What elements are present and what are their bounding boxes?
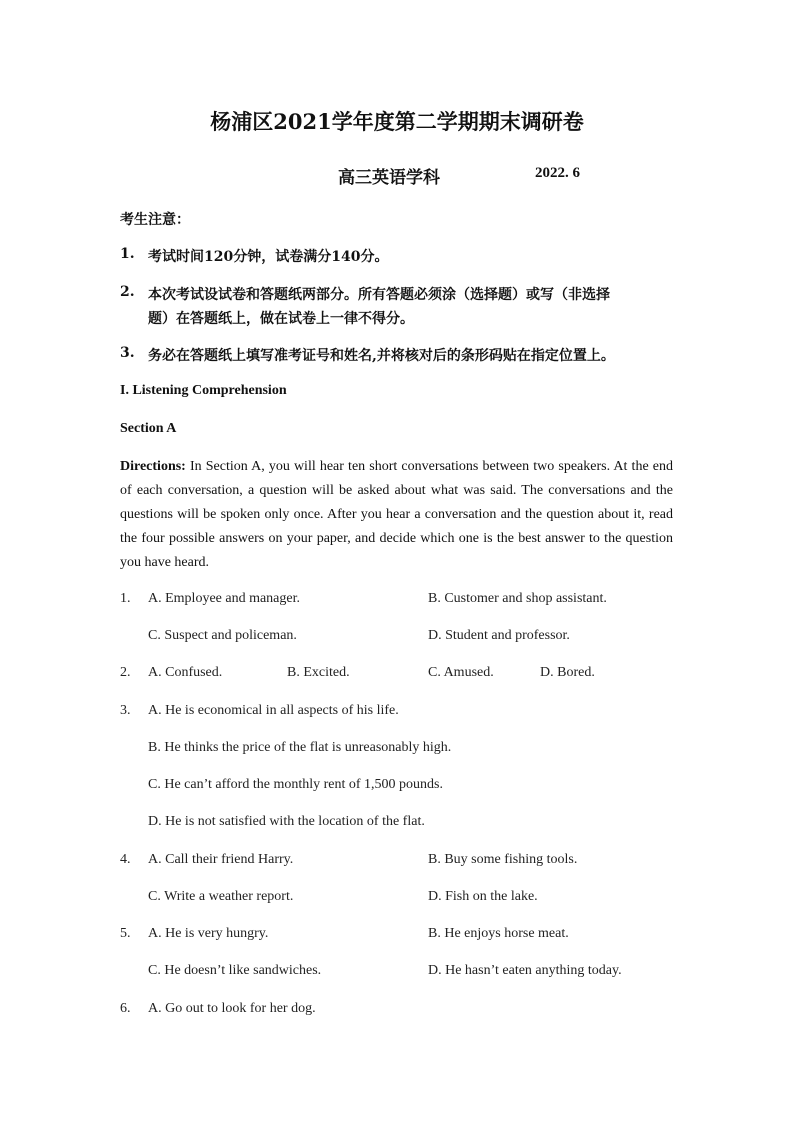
question-number: 2.: [120, 665, 131, 680]
question-number: 1.: [120, 591, 131, 606]
option-a: A. Go out to look for her dog.: [148, 1001, 316, 1016]
question-number: 4.: [120, 852, 131, 867]
option-c: C. Write a weather report.: [148, 889, 294, 904]
directions-text: In Section A, you will hear ten short conversations between two speakers. At the end of each conversation, a question will be asked about what was said. The conversations and the questions will be spoken only once. After you hear a conversation and the question about it, read the four possible answers on your paper, and decide which one is the best answer to the question you have heard.: [120, 459, 673, 570]
option-a: A. Confused.: [148, 665, 223, 680]
option-b: B. Customer and shop assistant.: [428, 591, 607, 606]
exam-date: 2022. 6: [535, 165, 580, 181]
option-d: D. Fish on the lake.: [428, 889, 538, 904]
directions-label: Directions:: [120, 459, 186, 474]
subject-label: 高三英语学科: [338, 168, 440, 188]
option-b: B. Buy some fishing tools.: [428, 852, 578, 867]
option-b: B. He thinks the price of the flat is unreasonably high.: [148, 740, 452, 755]
option-a: A. Call their friend Harry.: [148, 852, 294, 867]
part-heading: I. Listening Comprehension: [120, 383, 287, 398]
option-a: A. He is economical in all aspects of his life.: [148, 703, 399, 718]
notice-heading: 考生注意：: [120, 212, 190, 228]
option-c: C. Suspect and policeman.: [148, 628, 297, 643]
option-c: C. He doesn’t like sandwiches.: [148, 963, 322, 978]
option-c: C. He can’t afford the monthly rent of 1,500 pounds.: [148, 777, 443, 792]
option-d: D. He is not satisfied with the location of the flat.: [148, 814, 425, 829]
option-a: A. He is very hungry.: [148, 926, 269, 941]
option-b: B. Excited.: [287, 665, 350, 680]
section-heading: Section A: [120, 421, 177, 436]
question-number: 6.: [120, 1001, 131, 1016]
option-d: D. He hasn’t eaten anything today.: [428, 963, 622, 978]
option-c: C. Amused.: [428, 665, 494, 680]
notice-text: 务必在答题纸上填写准考证号和姓名,并将核对后的条形码贴在指定位置上。: [148, 348, 615, 364]
option-b: B. He enjoys horse meat.: [428, 926, 569, 941]
notice-text: 考试时间120分钟，试卷满分140分。: [148, 249, 389, 265]
option-d: D. Student and professor.: [428, 628, 570, 643]
notice-number: 3.: [120, 345, 135, 361]
question-number: 3.: [120, 703, 131, 718]
notice-text: 题）在答题纸上，做在试卷上一律不得分。: [148, 311, 414, 327]
option-d: D. Bored.: [540, 665, 595, 680]
option-a: A. Employee and manager.: [148, 591, 301, 606]
notice-number: 2.: [120, 284, 135, 300]
notice-text: 本次考试设试卷和答题纸两部分。所有答题必须涂（选择题）或写（非选择: [148, 287, 610, 303]
page-title: 杨浦区2021学年度第二学期期末调研卷: [210, 109, 584, 134]
directions-paragraph: [120, 455, 673, 575]
question-number: 5.: [120, 926, 131, 941]
notice-number: 1.: [120, 246, 135, 262]
